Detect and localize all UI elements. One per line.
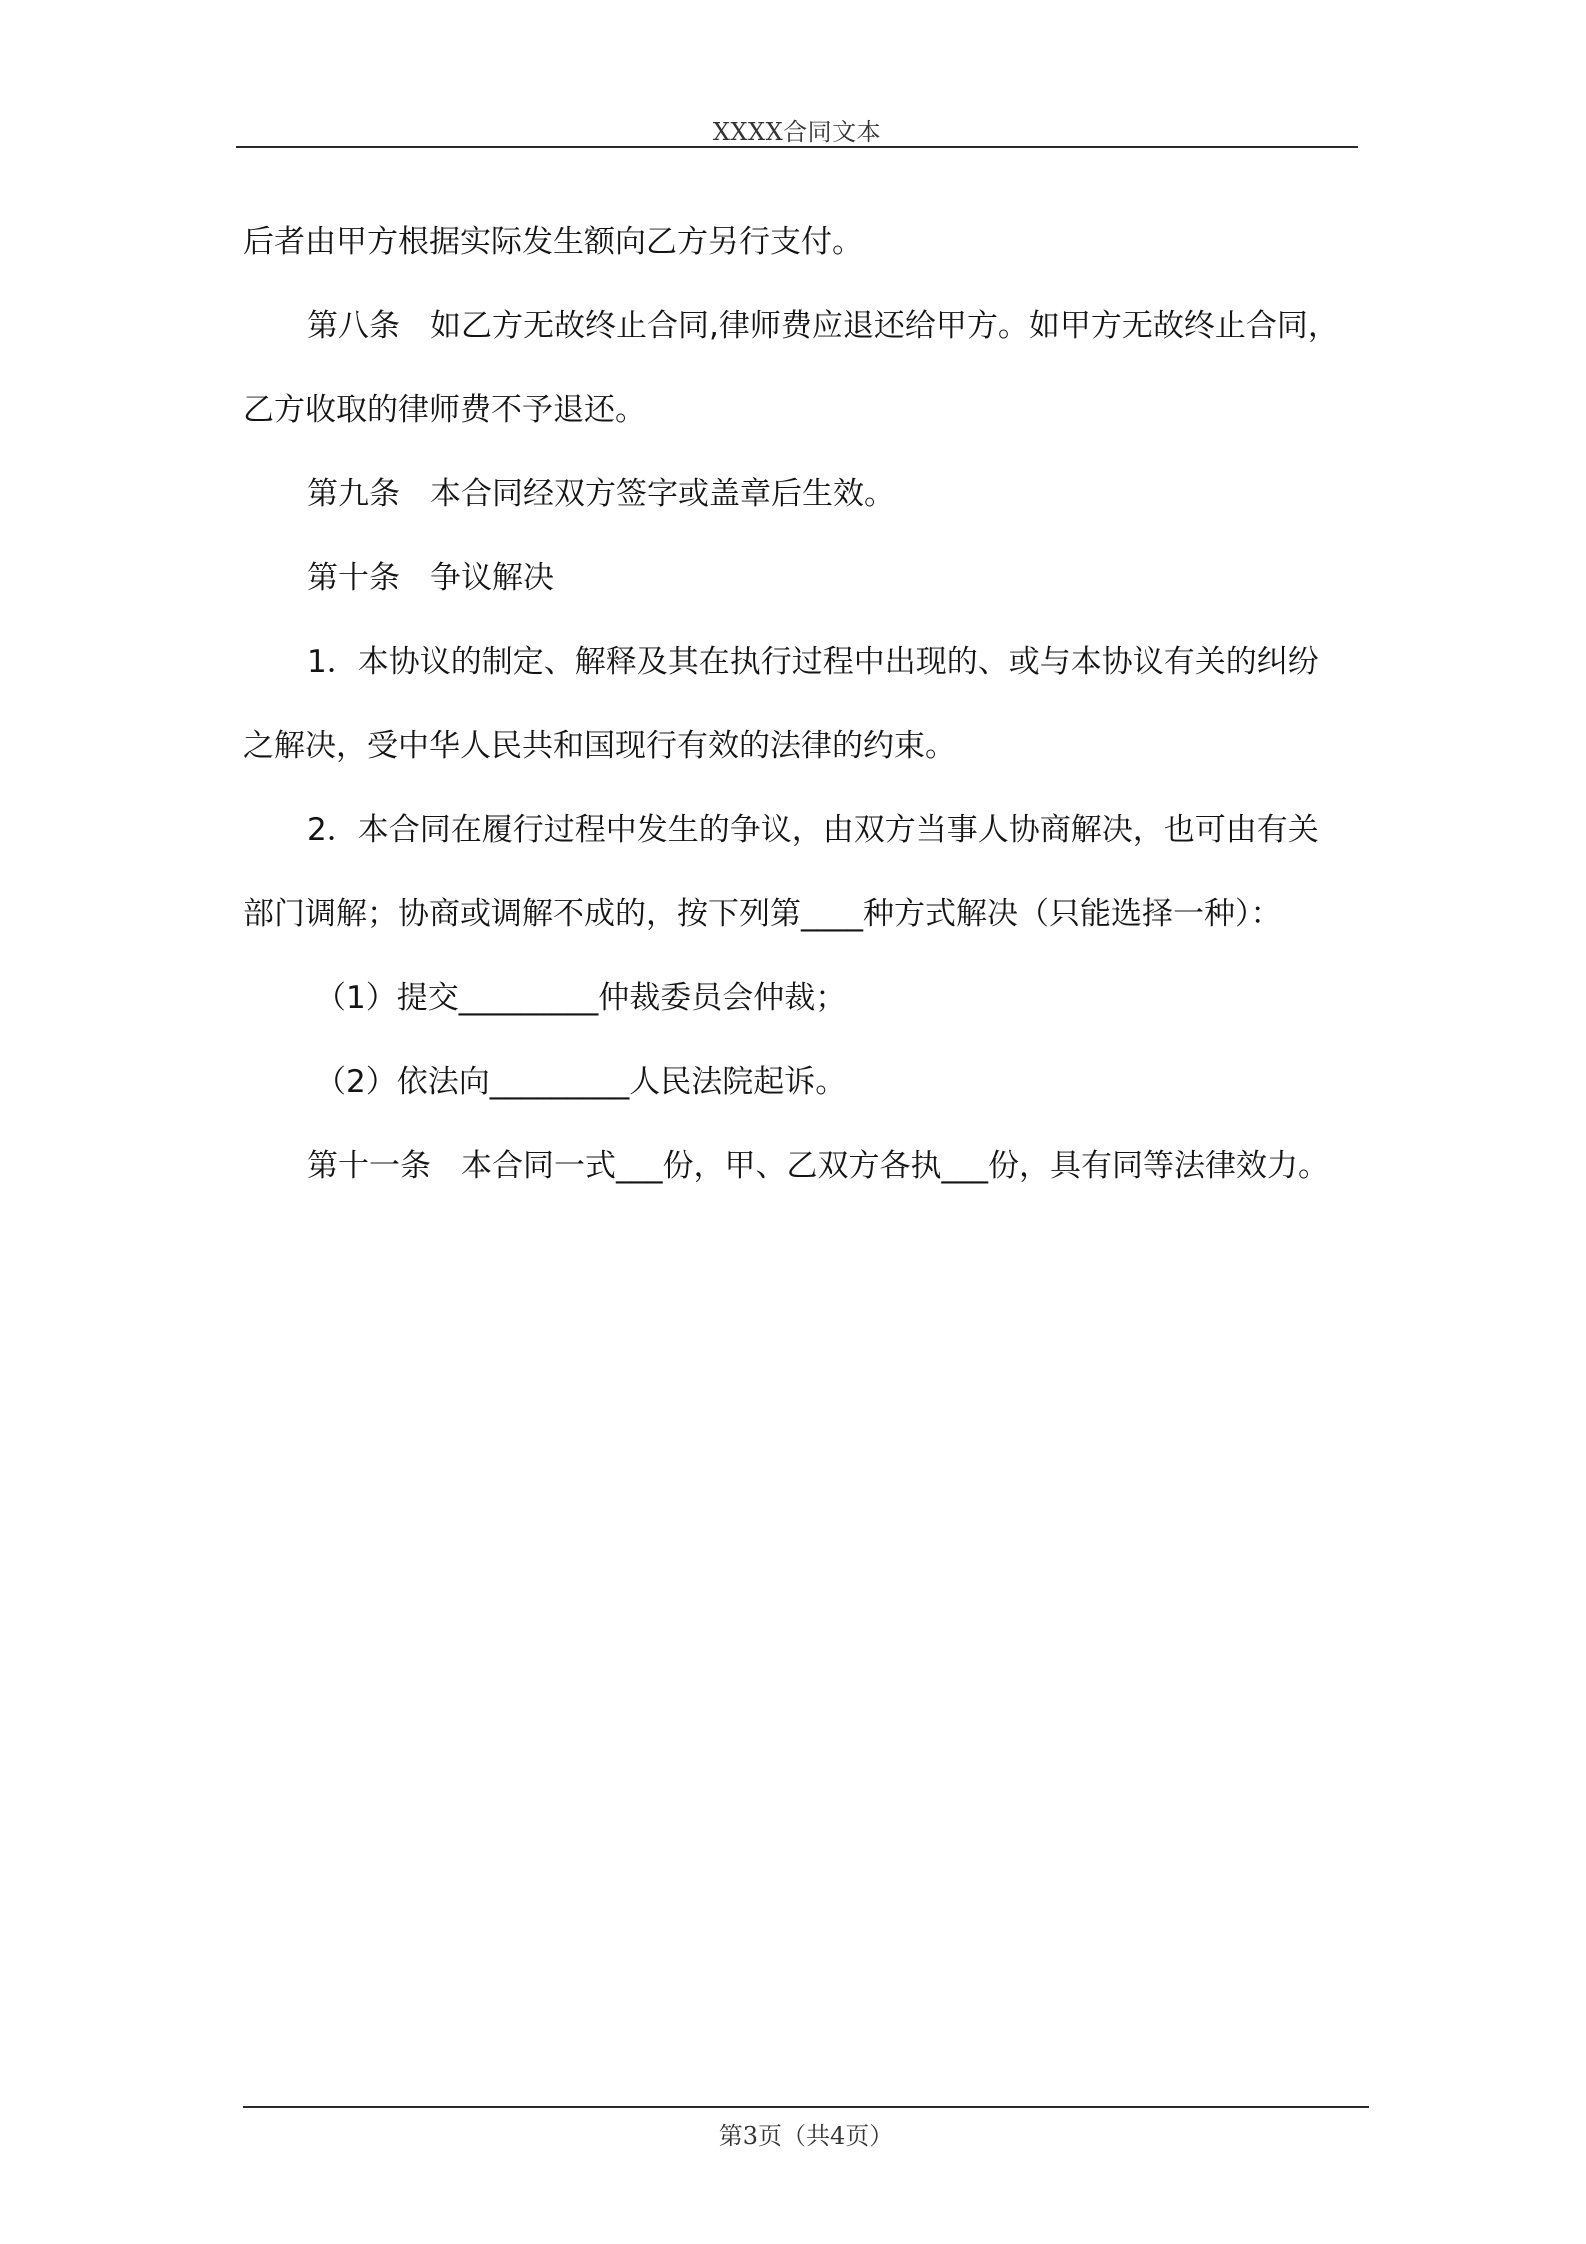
footer-divider: [243, 2106, 1369, 2108]
article-10-text: 争议解决: [430, 560, 554, 596]
article-9-label: 第九条: [307, 476, 400, 512]
article-8-label: 第八条: [307, 308, 400, 344]
document-body: [243, 200, 1383, 1208]
article-8-continuation: 乙方收取的律师费不予退还。: [243, 392, 646, 428]
article-8-text: 如乙方无故终止合同,律师费应退还给甲方。如甲方无故终止合同，: [430, 308, 1339, 344]
paragraph-continuation: 后者由甲方根据实际发生额向乙方另行支付。: [243, 224, 863, 260]
article-9: [243, 452, 1383, 536]
article-10-label: 第十条: [307, 560, 400, 596]
clause-2: 2．本合同在履行过程中发生的争议，由双方当事人协商解决，也可由有关: [307, 812, 1319, 848]
article-8: [243, 284, 1383, 368]
article-11-label: 第十一条: [307, 1148, 431, 1184]
article-10: [243, 536, 1383, 620]
clause-1: 1．本协议的制定、解释及其在执行过程中出现的、或与本协议有关的纠纷: [307, 644, 1319, 680]
option-1-arbitration: （1）提交_________仲裁委员会仲裁；: [315, 980, 847, 1016]
article-9-text: 本合同经双方签字或盖章后生效。: [430, 476, 895, 512]
clause-2-continuation: 部门调解；协商或调解不成的，按下列第____种方式解决（只能选择一种）：: [243, 896, 1282, 932]
article-11: [243, 1124, 1383, 1208]
article-11-text: 本合同一式___份，甲、乙双方各执___份，具有同等法律效力。: [461, 1148, 1329, 1184]
clause-1-continuation: 之解决，受中华人民共和国现行有效的法律的约束。: [243, 728, 956, 764]
page-number: 第3页（共4页）: [718, 2122, 894, 2150]
header-divider: [236, 146, 1358, 148]
page-header-title: XXXX合同文本: [712, 118, 882, 146]
option-2-litigation: （2）依法向_________人民法院起诉。: [315, 1064, 847, 1100]
